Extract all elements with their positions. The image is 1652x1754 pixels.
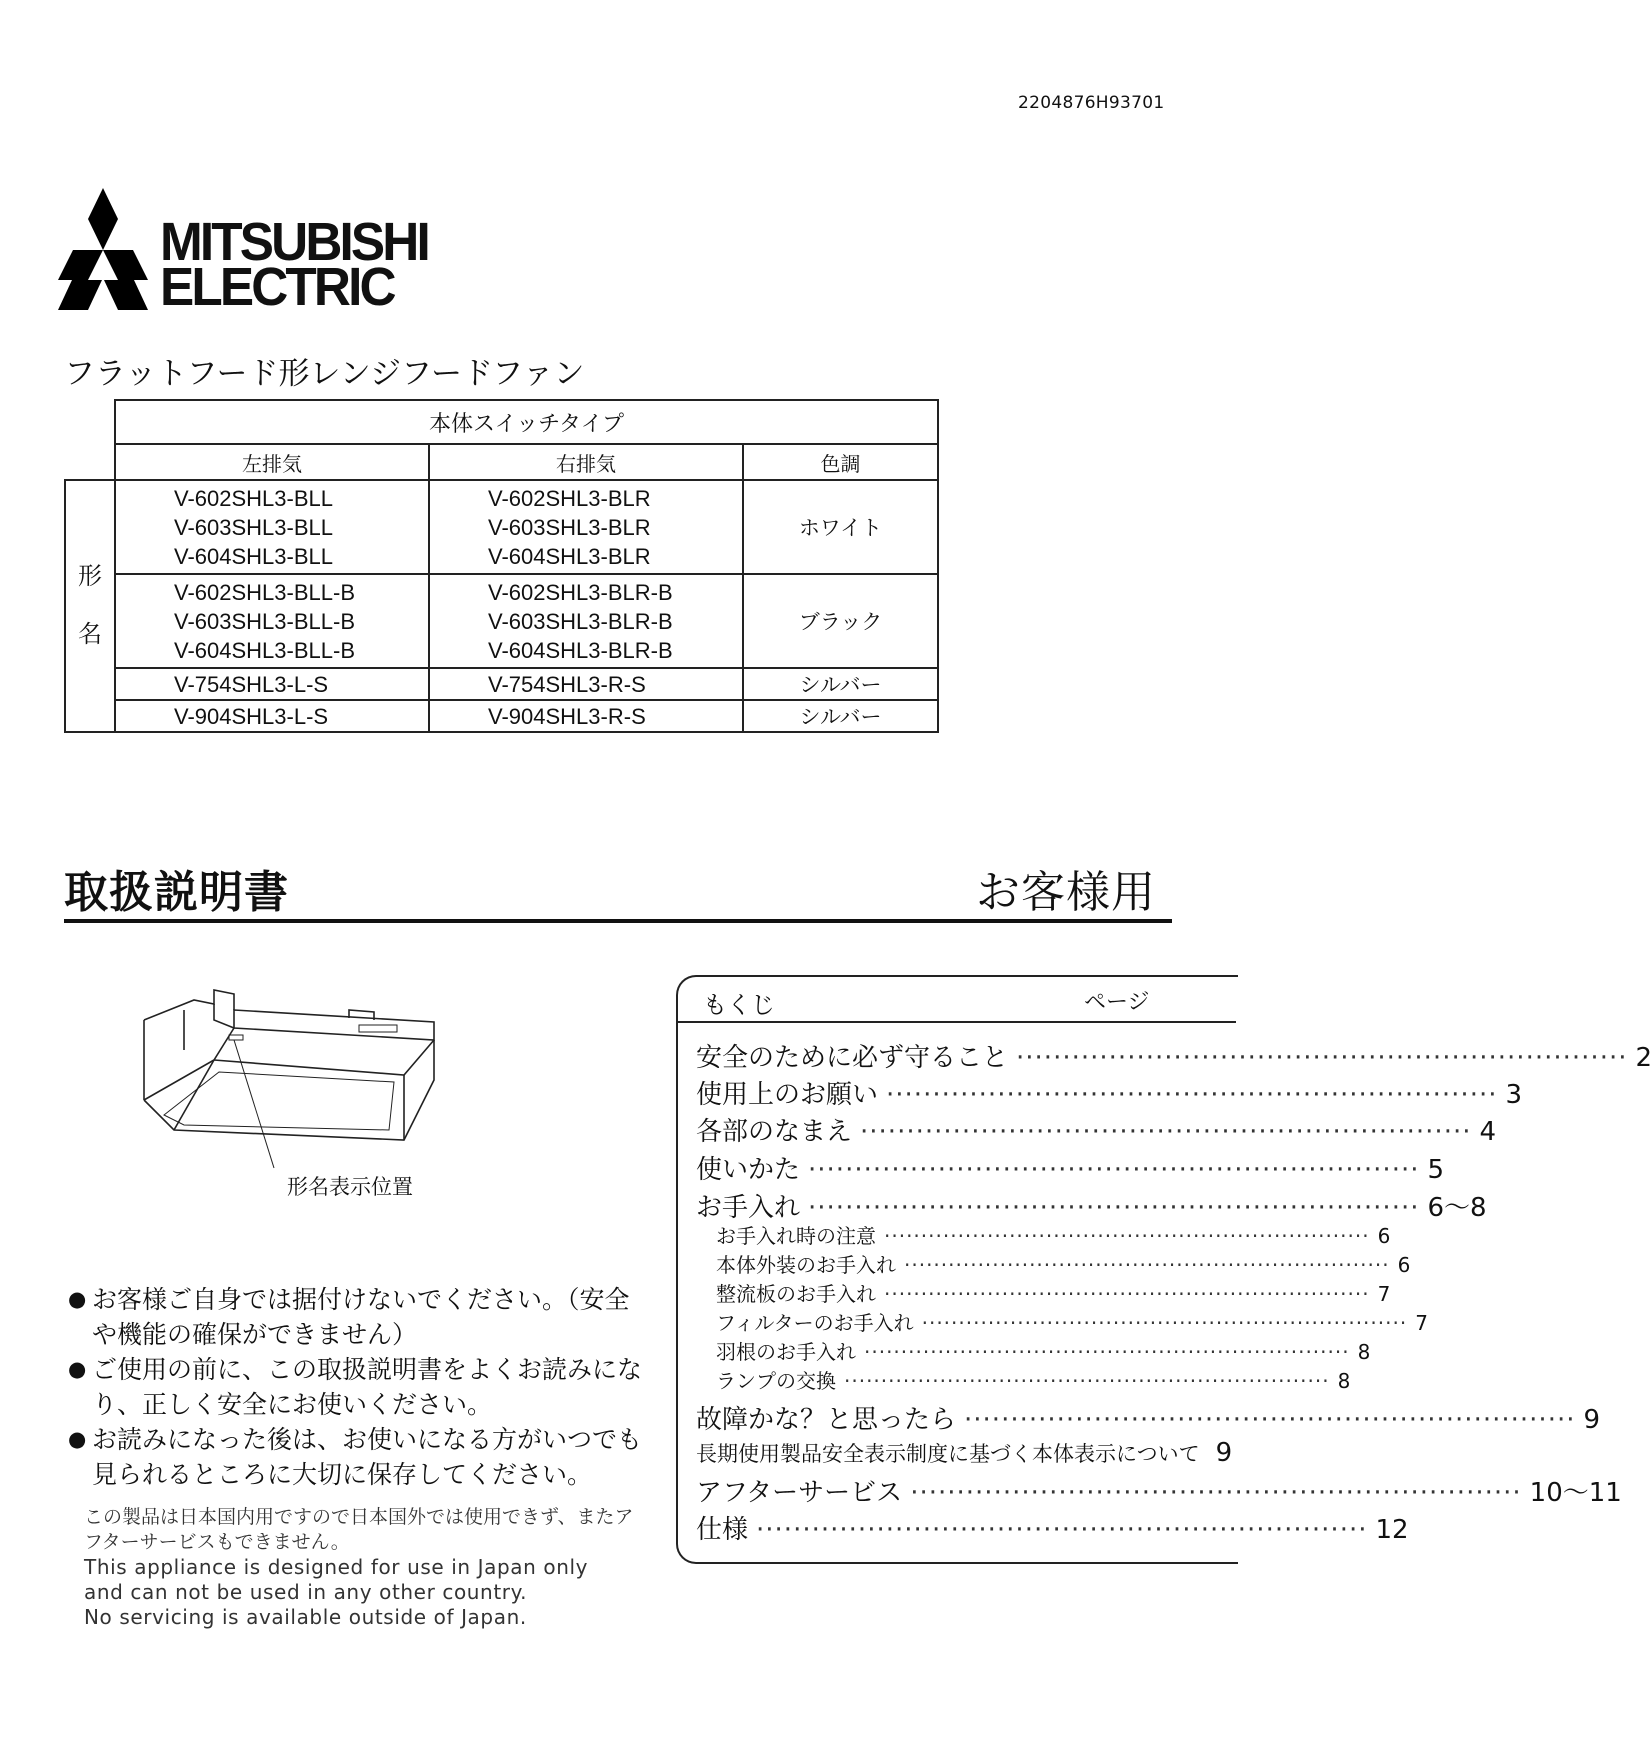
document-code: 2204876H93701 xyxy=(1018,93,1165,113)
brand-name-line1: MITSUBISHI xyxy=(160,212,428,272)
table-cell-right-group4: V-904SHL3-R-S xyxy=(429,700,743,732)
mitsubishi-logo-icon xyxy=(58,188,148,310)
toc-entry[interactable]: お手入れ ·································································· 6〜8 xyxy=(696,1193,1487,1223)
toc-subentry[interactable]: フィルターのお手入れ ·································································· 7 xyxy=(716,1311,1428,1335)
toc-title: もくじ xyxy=(703,991,775,1019)
toc-subentry[interactable]: お手入れ時の注意 ·································································· 6 xyxy=(716,1224,1391,1248)
col-color: 色調 xyxy=(743,444,938,480)
toc-page-header: ページ xyxy=(1084,990,1150,1015)
note-english-line: No servicing is available outside of Japan. xyxy=(84,1605,527,1629)
range-hood-illustration-icon xyxy=(134,980,464,1170)
table-cell-color-group1: ホワイト xyxy=(743,480,938,574)
caution-bullets xyxy=(68,1282,648,1492)
table-cell-color-group4: シルバー xyxy=(743,700,938,732)
table-cell-color-group2: ブラック xyxy=(743,574,938,668)
table-cell-left-group2: V-602SHL3-BLL-B V-603SHL3-BLL-B V-604SHL3-BLL-B xyxy=(115,574,429,668)
toc-subentry[interactable]: 整流板のお手入れ ·································································· 7 xyxy=(716,1282,1391,1306)
table-cell-color-group3: シルバー xyxy=(743,668,938,700)
title-divider xyxy=(64,919,1172,923)
note-english-line: and can not be used in any other country. xyxy=(84,1580,528,1604)
brand-name-line2: ELECTRIC xyxy=(160,257,394,317)
table-cell-right-group3: V-754SHL3-R-S xyxy=(429,668,743,700)
table-header: 本体スイッチタイプ xyxy=(115,400,938,444)
bullet-item: ● ご使用の前に、この取扱説明書をよくお読みになり、正しく安全にお使いください。 xyxy=(68,1352,648,1422)
bullet-item: ● お読みになった後は、お使いになる方がいつでも見られるところに大切に保存してください。 xyxy=(68,1422,648,1492)
domestic-use-note xyxy=(84,1505,644,1630)
toc-entry[interactable]: 故障かな？と思ったら ·································································· 9 xyxy=(696,1405,1601,1435)
toc-entry[interactable]: 使用上のお願い ·································································· 3 xyxy=(696,1080,1523,1110)
product-name: フラットフード形レンジフードファン xyxy=(64,356,585,392)
toc-entry[interactable]: 長期使用製品安全表示制度に基づく本体表示について 9 xyxy=(696,1438,1233,1468)
model-name-side-label: 形 名 xyxy=(65,480,115,732)
toc-subentry[interactable]: 本体外装のお手入れ ·································································· 6 xyxy=(716,1253,1411,1277)
table-cell-left-group4: V-904SHL3-L-S xyxy=(115,700,429,732)
table-cell-left-group3: V-754SHL3-L-S xyxy=(115,668,429,700)
table-cell-right-group1: V-602SHL3-BLR V-603SHL3-BLR V-604SHL3-BLR xyxy=(429,480,743,574)
customer-use-label: お客様用 xyxy=(976,867,1156,918)
toc-subentry[interactable]: 羽根のお手入れ ·································································· 8 xyxy=(716,1340,1371,1364)
model-table xyxy=(64,399,939,733)
table-cell-right-group2: V-602SHL3-BLR-B V-603SHL3-BLR-B V-604SHL3-BLR-B xyxy=(429,574,743,668)
bullet-item: ● お客様ご自身では据付けないでください。（安全や機能の確保ができません） xyxy=(68,1282,648,1352)
col-right-exhaust: 右排気 xyxy=(429,444,743,480)
note-english-line: This appliance is designed for use in Japan only xyxy=(84,1555,589,1579)
col-left-exhaust: 左排気 xyxy=(115,444,429,480)
toc-entry[interactable]: 仕様 ·································································· 12 xyxy=(696,1515,1409,1545)
toc-subentry[interactable]: ランプの交換 ·································································· 8 xyxy=(716,1369,1351,1393)
toc-entry[interactable]: 安全のために必ず守ること ·································································· 2 xyxy=(696,1043,1652,1073)
note-japanese: この製品は日本国内用ですので日本国外では使用できず、またアフターサービスもできません。 xyxy=(84,1506,634,1553)
manual-title: 取扱説明書 xyxy=(64,867,289,918)
table-cell-left-group1: V-602SHL3-BLL V-603SHL3-BLL V-604SHL3-BLL xyxy=(115,480,429,574)
toc-entry[interactable]: 使いかた ·································································· 5 xyxy=(696,1155,1445,1185)
toc-header-divider xyxy=(676,1021,1236,1023)
toc-entry[interactable]: アフターサービス ·································································· 10〜11 xyxy=(696,1478,1622,1508)
model-label-position-caption: 形名表示位置 xyxy=(287,1175,413,1199)
toc-entry[interactable]: 各部のなまえ ·································································· 4 xyxy=(696,1117,1497,1147)
